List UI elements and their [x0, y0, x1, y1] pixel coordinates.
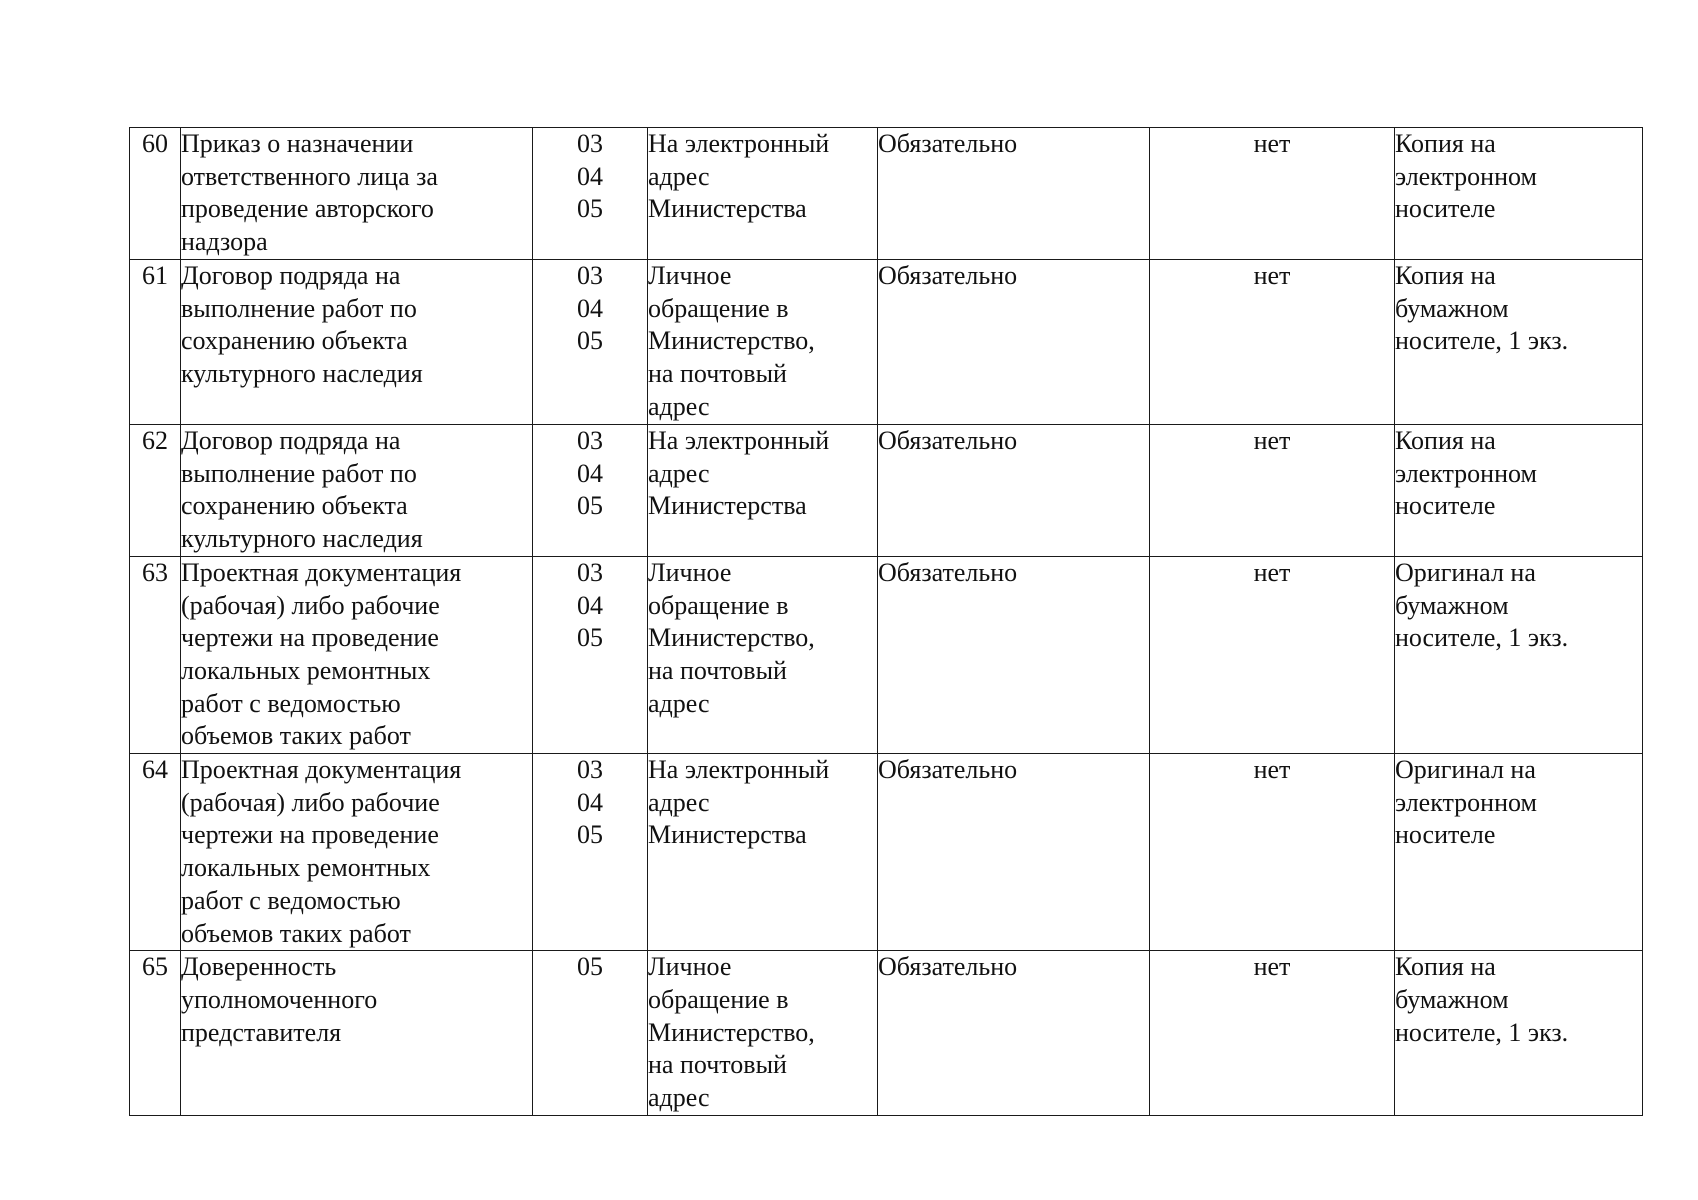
row-number: 63 [142, 557, 168, 587]
document-form-line: электронном [1395, 161, 1537, 191]
document-form-line: Копия на [1395, 129, 1496, 158]
return-flag-cell [1150, 754, 1395, 951]
submission-method-cell [648, 754, 878, 951]
applicant-codes-line: 04 [577, 161, 603, 191]
document-name-line: культурного наследия [181, 524, 423, 554]
submission-method-cell [648, 128, 878, 260]
document-name-line: выполнение работ по [181, 458, 417, 488]
requirement-status: Обязательно [878, 557, 1018, 587]
return-flag-cell [1150, 425, 1395, 557]
applicant-codes-line: 03 [577, 426, 603, 455]
document-name-line: сохранению объекта [181, 491, 408, 521]
return-flag: нет [1253, 261, 1291, 290]
table-body [130, 128, 1643, 1116]
row-number: 65 [142, 952, 168, 982]
document-form-cell [1395, 128, 1643, 260]
document-name-line: культурного наследия [181, 359, 423, 389]
submission-method-line: адрес [648, 787, 710, 817]
table-row [130, 556, 1643, 753]
document-form-line: носителе [1395, 491, 1496, 521]
applicant-codes-line: 04 [577, 458, 603, 488]
document-name-line: Договор подряда на [181, 426, 401, 455]
document-name-line: Приказ о назначении [181, 129, 414, 158]
document-name-line: чертежи на проведение [181, 623, 439, 653]
applicant-codes-line: 05 [577, 491, 603, 521]
document-name-line: выполнение работ по [181, 293, 417, 323]
submission-method-line: Министерство, [648, 623, 815, 653]
requirement-status: Обязательно [878, 755, 1018, 785]
submission-method-line: Министерство, [648, 326, 815, 356]
document-name-line: Доверенность [181, 952, 337, 982]
return-flag: нет [1253, 426, 1291, 455]
applicant-codes-cell [533, 556, 648, 753]
document-form-line: бумажном [1395, 984, 1509, 1014]
document-form-line: носителе [1395, 194, 1496, 224]
document-form-line: носителе [1395, 820, 1496, 850]
submission-method-line: адрес [648, 391, 710, 421]
requirement-status-cell [878, 260, 1150, 425]
document-name-line: ответственного лица за [181, 161, 438, 191]
document-name-cell [181, 128, 533, 260]
document-form-line: бумажном [1395, 293, 1509, 323]
applicant-codes-line: 03 [577, 557, 603, 587]
requirement-status: Обязательно [878, 952, 1018, 982]
requirement-status: Обязательно [878, 129, 1018, 158]
submission-method-cell [648, 425, 878, 557]
applicant-codes-line: 05 [577, 623, 603, 653]
document-form-line: Оригинал на [1395, 755, 1536, 785]
document-name-line: работ с ведомостью [181, 688, 401, 718]
document-form-line: носителе, 1 экз. [1395, 623, 1569, 653]
submission-method-line: На электронный [648, 129, 830, 158]
applicant-codes-line: 04 [577, 293, 603, 323]
document-form-line: Копия на [1395, 261, 1496, 290]
return-flag: нет [1253, 557, 1291, 587]
applicant-codes-cell [533, 425, 648, 557]
document-form-line: электронном [1395, 458, 1537, 488]
submission-method-line: Министерство, [648, 1017, 815, 1047]
submission-method-cell [648, 556, 878, 753]
applicant-codes-cell [533, 754, 648, 951]
submission-method-line: на почтовый [648, 655, 787, 685]
submission-method-line: Министерства [648, 194, 807, 224]
applicant-codes-line: 04 [577, 787, 603, 817]
document-name-line: представителя [181, 1017, 342, 1047]
document-form-cell [1395, 556, 1643, 753]
table-row [130, 951, 1643, 1116]
applicant-codes-line: 05 [577, 194, 603, 224]
submission-method-line: на почтовый [648, 359, 787, 389]
submission-method-line: адрес [648, 161, 710, 191]
return-flag-cell [1150, 951, 1395, 1116]
document-name-cell [181, 556, 533, 753]
applicant-codes-cell [533, 260, 648, 425]
submission-method-line: Личное [648, 557, 732, 587]
submission-method-cell [648, 260, 878, 425]
document-form-cell [1395, 754, 1643, 951]
return-flag-cell [1150, 556, 1395, 753]
row-number-cell [130, 754, 181, 951]
row-number-cell [130, 951, 181, 1116]
document-form-cell [1395, 425, 1643, 557]
return-flag-cell [1150, 128, 1395, 260]
documents-table [129, 127, 1643, 1116]
requirement-status-cell [878, 128, 1150, 260]
document-name-line: (рабочая) либо рабочие [181, 590, 440, 620]
row-number-cell [130, 260, 181, 425]
document-name-line: Проектная документация [181, 557, 462, 587]
document-form-line: носителе, 1 экз. [1395, 326, 1569, 356]
requirement-status-cell [878, 556, 1150, 753]
requirement-status: Обязательно [878, 426, 1018, 455]
document-name-line: работ с ведомостью [181, 885, 401, 915]
return-flag-cell [1150, 260, 1395, 425]
applicant-codes-line: 03 [577, 755, 603, 785]
applicant-codes-line: 05 [577, 326, 603, 356]
applicant-codes-line: 05 [577, 952, 603, 982]
table-row [130, 260, 1643, 425]
submission-method-line: адрес [648, 458, 710, 488]
submission-method-line: обращение в [648, 590, 789, 620]
row-number-cell [130, 556, 181, 753]
row-number: 64 [142, 755, 168, 785]
document-name-line: (рабочая) либо рабочие [181, 787, 440, 817]
document-name-line: чертежи на проведение [181, 820, 439, 850]
row-number: 62 [142, 426, 168, 455]
return-flag: нет [1253, 755, 1291, 785]
requirement-status-cell [878, 951, 1150, 1116]
submission-method-line: обращение в [648, 293, 789, 323]
requirement-status-cell [878, 754, 1150, 951]
applicant-codes-cell [533, 128, 648, 260]
row-number-cell [130, 128, 181, 260]
row-number: 61 [142, 261, 168, 290]
submission-method-cell [648, 951, 878, 1116]
submission-method-line: Личное [648, 952, 732, 982]
document-name-cell [181, 425, 533, 557]
document-name-line: надзора [181, 227, 268, 257]
document-name-line: Договор подряда на [181, 261, 401, 290]
document-name-line: объемов таких работ [181, 918, 411, 948]
document-name-line: локальных ремонтных [181, 853, 431, 883]
document-name-cell [181, 951, 533, 1116]
document-form-line: бумажном [1395, 590, 1509, 620]
applicant-codes-line: 05 [577, 820, 603, 850]
document-form-line: Копия на [1395, 952, 1496, 982]
submission-method-line: На электронный [648, 426, 830, 455]
document-form-cell [1395, 260, 1643, 425]
document-name-line: Проектная документация [181, 755, 462, 785]
table-row [130, 425, 1643, 557]
requirement-status-cell [878, 425, 1150, 557]
applicant-codes-line: 04 [577, 590, 603, 620]
applicant-codes-line: 03 [577, 261, 603, 290]
row-number: 60 [142, 129, 168, 158]
document-name-line: объемов таких работ [181, 721, 411, 751]
submission-method-line: на почтовый [648, 1050, 787, 1080]
document-form-line: электронном [1395, 787, 1537, 817]
document-name-line: локальных ремонтных [181, 655, 431, 685]
table-row [130, 128, 1643, 260]
submission-method-line: Личное [648, 261, 732, 290]
applicant-codes-cell [533, 951, 648, 1116]
document-name-line: проведение авторского [181, 194, 434, 224]
submission-method-line: Министерства [648, 820, 807, 850]
submission-method-line: адрес [648, 688, 710, 718]
row-number-cell [130, 425, 181, 557]
submission-method-line: адрес [648, 1083, 710, 1113]
submission-method-line: Министерства [648, 491, 807, 521]
document-name-line: сохранению объекта [181, 326, 408, 356]
requirement-status: Обязательно [878, 261, 1018, 290]
document-name-cell [181, 260, 533, 425]
document-name-cell [181, 754, 533, 951]
submission-method-line: обращение в [648, 984, 789, 1014]
return-flag: нет [1253, 129, 1291, 158]
return-flag: нет [1253, 952, 1291, 982]
submission-method-line: На электронный [648, 755, 830, 785]
table-row [130, 754, 1643, 951]
document-form-cell [1395, 951, 1643, 1116]
document-name-line: уполномоченного [181, 984, 378, 1014]
document-form-line: Копия на [1395, 426, 1496, 455]
document-form-line: носителе, 1 экз. [1395, 1017, 1569, 1047]
document-form-line: Оригинал на [1395, 557, 1536, 587]
applicant-codes-line: 03 [577, 129, 603, 158]
